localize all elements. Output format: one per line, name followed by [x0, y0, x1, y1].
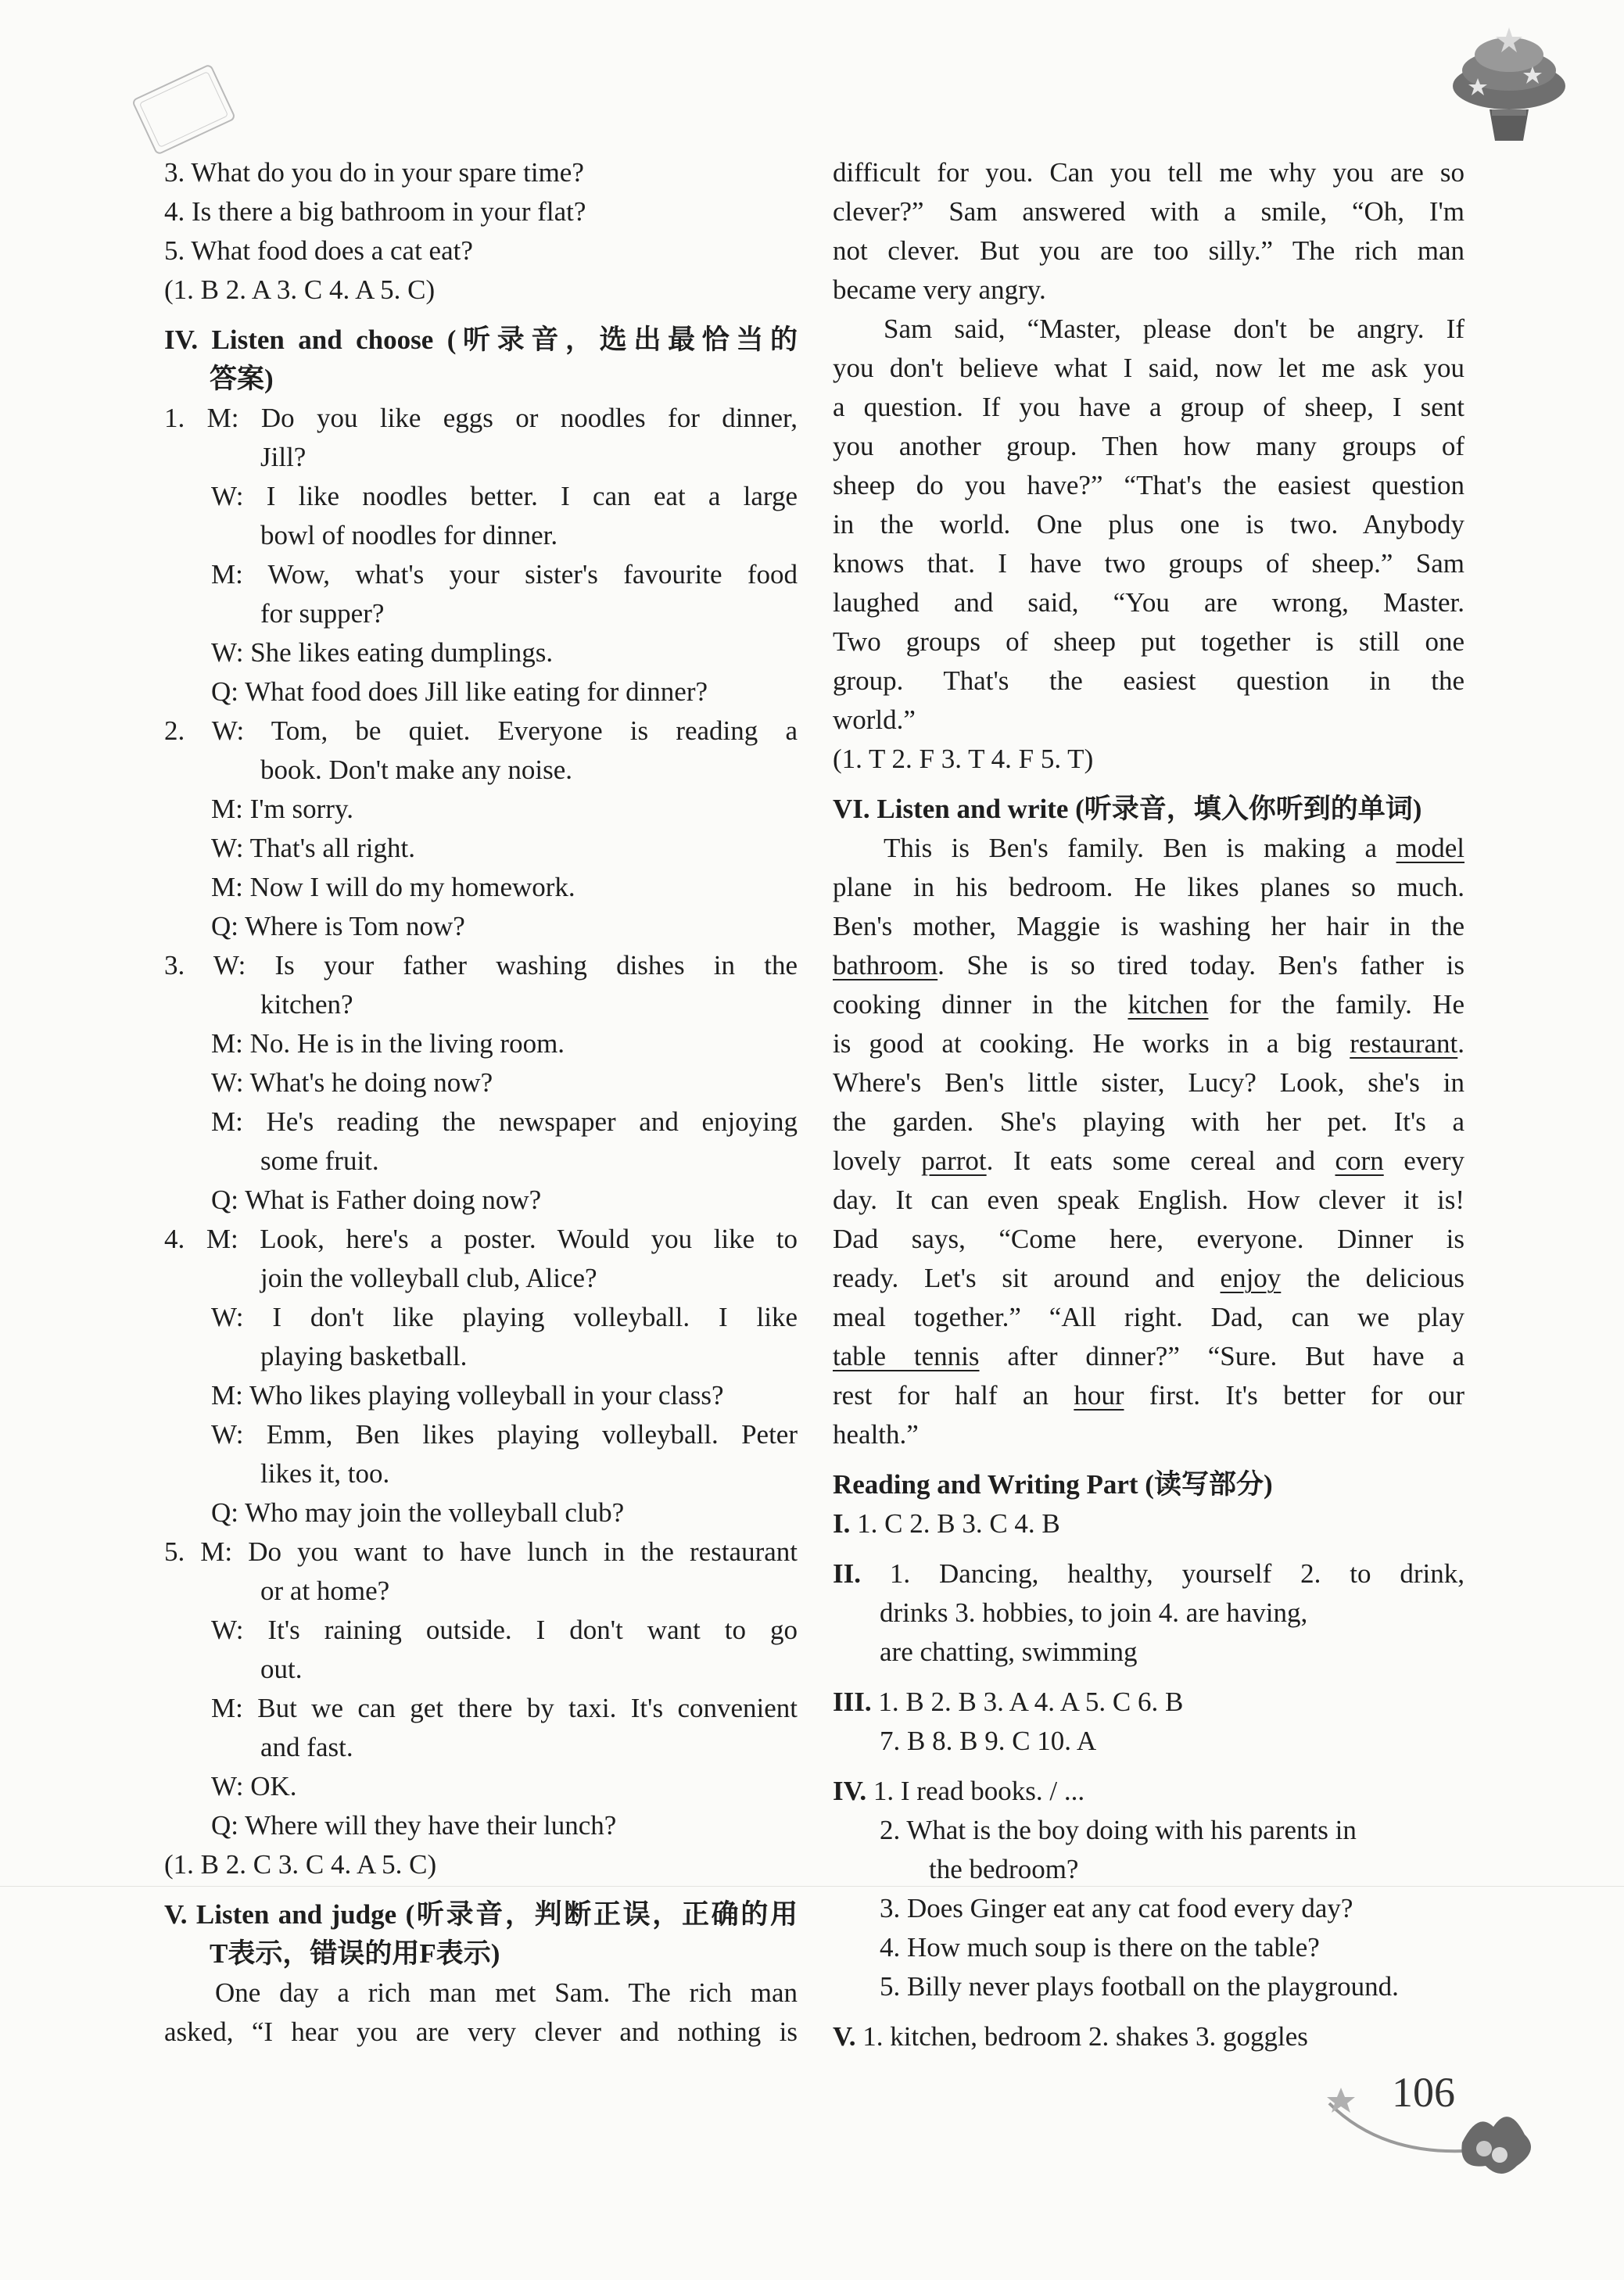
- right-line: health.”: [833, 1419, 919, 1450]
- left-line: 4. Is there a big bathroom in your flat?: [164, 196, 586, 227]
- left-line: some fruit.: [260, 1145, 379, 1176]
- left-line: 5. M: Do you want to have lunch in the restaurant: [164, 1536, 798, 1567]
- left-line: W: It's raining outside. I don't want to go: [211, 1615, 798, 1645]
- left-line: Q: What is Father doing now?: [211, 1185, 542, 1215]
- right-line: Where's Ben's little sister, Lucy? Look, she's in: [833, 1067, 1464, 1098]
- left-line: 4. M: Look, here's a poster. Would you like to: [164, 1224, 798, 1254]
- left-line: W: Emm, Ben likes playing volleyball. Peter: [211, 1419, 798, 1450]
- left-line: M: But we can get there by taxi. It's convenient: [211, 1693, 798, 1723]
- right-line: clever?” Sam answered with a smile, “Oh, I'm: [833, 196, 1464, 227]
- right-line: became very angry.: [833, 274, 1046, 305]
- right-line: II. 1. Dancing, healthy, yourself 2. to drink,: [833, 1558, 1464, 1589]
- right-line: plane in his bedroom. He likes planes so much.: [833, 872, 1464, 902]
- left-line: M: No. He is in the living room.: [211, 1028, 565, 1059]
- christmas-tree-icon: [1447, 23, 1572, 164]
- right-line: world.”: [833, 704, 916, 735]
- left-line: 5. What food does a cat eat?: [164, 235, 473, 266]
- left-line: asked, “I hear you are very clever and nothing is: [164, 2017, 798, 2047]
- right-line: are chatting, swimming: [880, 1637, 1138, 1667]
- right-line: laughed and said, “You are wrong, Master.: [833, 587, 1464, 618]
- left-line: M: I'm sorry.: [211, 794, 353, 824]
- page-number: 106: [1392, 2069, 1455, 2116]
- right-line: Two groups of sheep put together is still one: [833, 626, 1464, 657]
- right-line: Dad says, “Come here, everyone. Dinner is: [833, 1224, 1464, 1254]
- right-line: cooking dinner in the kitchen for the family. He: [833, 989, 1464, 1020]
- right-column: [833, 153, 1464, 2056]
- left-line: likes it, too.: [260, 1458, 390, 1489]
- left-line: Q: Where is Tom now?: [211, 911, 465, 941]
- right-line: you don't believe what I said, now let me ask you: [833, 353, 1464, 383]
- left-line: 1. M: Do you like eggs or noodles for dinner,: [164, 403, 798, 433]
- right-line: bathroom. She is so tired today. Ben's father is: [833, 950, 1464, 980]
- right-line: Reading and Writing Part (读写部分): [833, 1469, 1273, 1500]
- left-line: join the volleyball club, Alice?: [260, 1263, 597, 1293]
- left-line: M: Wow, what's your sister's favourite food: [211, 559, 798, 590]
- right-line: IV. 1. I read books. / ...: [833, 1776, 1085, 1806]
- right-line: V. 1. kitchen, bedroom 2. shakes 3. goggles: [833, 2021, 1308, 2052]
- left-line: Jill?: [260, 442, 307, 472]
- left-line: (1. B 2. C 3. C 4. A 5. C): [164, 1849, 437, 1880]
- left-line: IV. Listen and choose (听录音，选出最恰当的: [164, 324, 798, 355]
- right-line: 4. How much soup is there on the table?: [880, 1932, 1320, 1963]
- right-line: is good at cooking. He works in a big restaurant.: [833, 1028, 1464, 1059]
- left-line: for supper?: [260, 598, 385, 629]
- right-line: This is Ben's family. Ben is making a model: [884, 833, 1464, 863]
- right-line: the bedroom?: [929, 1854, 1079, 1884]
- left-line: Q: Who may join the volleyball club?: [211, 1497, 625, 1528]
- left-line: M: Who likes playing volleyball in your class?: [211, 1380, 724, 1411]
- left-line: W: I like noodles better. I can eat a large: [211, 481, 798, 511]
- right-line: you another group. Then how many groups of: [833, 431, 1464, 461]
- right-line: drinks 3. hobbies, to join 4. are having,: [880, 1597, 1308, 1628]
- left-line: W: I don't like playing volleyball. I like: [211, 1302, 798, 1332]
- right-line: not clever. But you are too silly.” The rich man: [833, 235, 1464, 266]
- right-line: Ben's mother, Maggie is washing her hair in the: [833, 911, 1464, 941]
- right-line: lovely parrot. It eats some cereal and corn every: [833, 1145, 1465, 1176]
- left-line: M: He's reading the newspaper and enjoying: [211, 1106, 798, 1137]
- right-line: VI. Listen and write (听录音，填入你听到的单词): [833, 794, 1422, 824]
- left-line: One day a rich man met Sam. The rich man: [215, 1977, 798, 2008]
- left-line: Q: Where will they have their lunch?: [211, 1810, 617, 1841]
- right-line: 2. What is the boy doing with his parents in: [880, 1815, 1357, 1845]
- right-line: 3. Does Ginger eat any cat food every day?: [880, 1893, 1353, 1923]
- right-line: 7. B 8. B 9. C 10. A: [880, 1726, 1097, 1756]
- left-line: bowl of noodles for dinner.: [260, 520, 558, 550]
- left-line: kitchen?: [260, 989, 353, 1020]
- left-line: 3. W: Is your father washing dishes in the: [164, 950, 798, 980]
- left-line: 2. W: Tom, be quiet. Everyone is reading a: [164, 715, 798, 746]
- left-line: W: That's all right.: [211, 833, 415, 863]
- right-line: 5. Billy never plays football on the playground.: [880, 1971, 1399, 2002]
- right-line: in the world. One plus one is two. Anybody: [833, 509, 1464, 540]
- left-column: [164, 153, 798, 2052]
- right-line: rest for half an hour first. It's better for our: [833, 1380, 1465, 1411]
- right-line: sheep do you have?” “That's the easiest question: [833, 470, 1464, 500]
- left-line: book. Don't make any noise.: [260, 755, 573, 785]
- right-line: (1. T 2. F 3. T 4. F 5. T): [833, 744, 1094, 774]
- left-line: playing basketball.: [260, 1341, 468, 1371]
- left-line: Q: What food does Jill like eating for dinner?: [211, 676, 708, 707]
- right-line: table tennis after dinner?” “Sure. But have a: [833, 1341, 1465, 1371]
- left-line: W: OK.: [211, 1771, 297, 1801]
- right-line: Sam said, “Master, please don't be angry. If: [884, 314, 1464, 344]
- right-line: the garden. She's playing with her pet. It's a: [833, 1106, 1464, 1137]
- left-line: (1. B 2. A 3. C 4. A 5. C): [164, 274, 436, 305]
- right-line: a question. If you have a group of sheep, I sent: [833, 392, 1464, 422]
- right-line: knows that. I have two groups of sheep.” Sam: [833, 548, 1464, 579]
- left-line: M: Now I will do my homework.: [211, 872, 575, 902]
- right-line: III. 1. B 2. B 3. A 4. A 5. C 6. B: [833, 1687, 1184, 1717]
- left-line: or at home?: [260, 1576, 390, 1606]
- stamp-logo: [125, 63, 242, 156]
- left-line: 3. What do you do in your spare time?: [164, 157, 584, 188]
- left-line: W: What's he doing now?: [211, 1067, 493, 1098]
- left-line: 答案): [210, 364, 274, 394]
- left-line: W: She likes eating dumplings.: [211, 637, 554, 668]
- left-line: and fast.: [260, 1732, 353, 1762]
- left-line: out.: [260, 1654, 303, 1684]
- right-line: I. 1. C 2. B 3. C 4. B: [833, 1508, 1060, 1539]
- right-line: meal together.” “All right. Dad, can we play: [833, 1302, 1464, 1332]
- right-line: difficult for you. Can you tell me why you are so: [833, 157, 1464, 188]
- right-line: group. That's the easiest question in the: [833, 665, 1464, 696]
- right-line: day. It can even speak English. How clever it is!: [833, 1185, 1464, 1215]
- left-line: T表示，错误的用F表示): [210, 1938, 500, 1969]
- right-line: ready. Let's sit around and enjoy the delicious: [833, 1263, 1465, 1293]
- left-line: V. Listen and judge (听录音，判断正误，正确的用: [164, 1899, 798, 1930]
